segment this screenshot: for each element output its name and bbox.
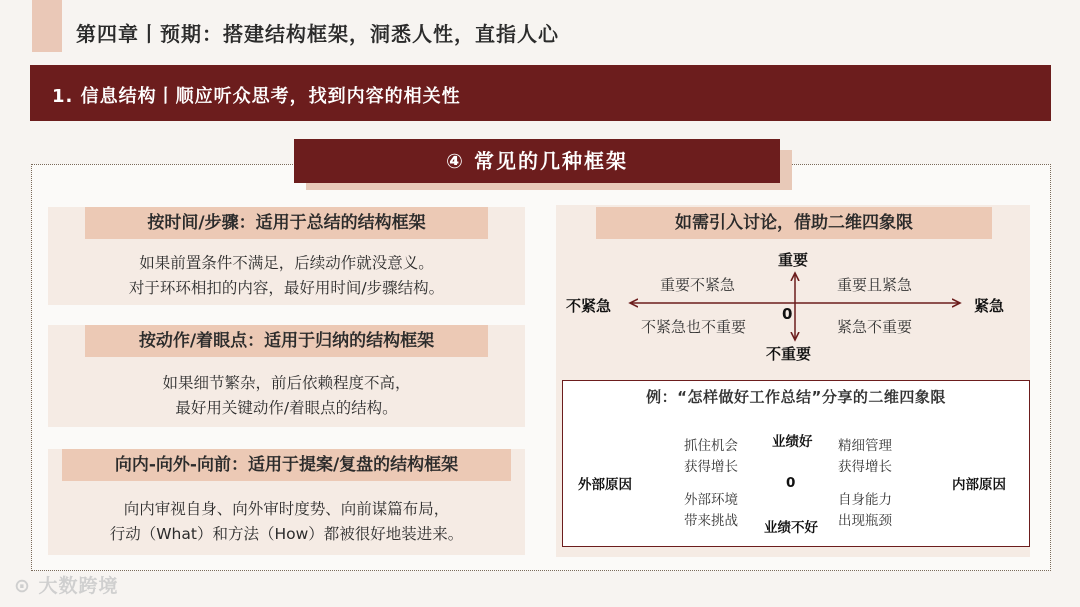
quadrant-line: 外部环境 — [684, 492, 738, 508]
example-axis-left: 外部原因 — [578, 477, 632, 493]
chapter-title: 第四章丨预期：搭建结构框架，洞悉人性，直指人心 — [76, 22, 559, 46]
quadrant-line: 自身能力 — [838, 492, 892, 508]
logo-icon: ⊙ — [14, 575, 31, 597]
quadrant-line: 出现瓶颈 — [838, 513, 892, 529]
section-title: 1. 信息结构丨顺应听众思考，找到内容的相关性 — [52, 86, 461, 107]
example-quadrant-top-left — [684, 436, 738, 478]
quadrant-top-right: 重要且紧急 — [837, 276, 913, 294]
quadrant-bottom-right: 紧急不重要 — [837, 318, 913, 336]
card-line: 如果细节繁杂，前后依赖程度不高， — [162, 374, 411, 392]
example-quadrant-bottom-left — [684, 490, 738, 532]
example-axis-right: 内部原因 — [952, 477, 1006, 493]
origin-label: 0 — [782, 305, 793, 323]
axis-label-left: 不紧急 — [566, 297, 612, 315]
watermark-logo — [14, 571, 119, 598]
axis-label-bottom: 不重要 — [766, 345, 812, 363]
quadrant-title: 如需引入讨论，借助二维四象限 — [596, 207, 992, 239]
example-quadrant-bottom-right — [838, 490, 892, 532]
card-title: 按时间/步骤：适用于总结的结构框架 — [85, 207, 488, 239]
example-title: 例：“怎样做好工作总结”分享的二维四象限 — [646, 388, 946, 406]
axis-label-right: 紧急 — [974, 297, 1005, 315]
card-line: 如果前置条件不满足，后续动作就没意义。 — [139, 254, 434, 272]
example-axis-top: 业绩好 — [772, 434, 813, 450]
quadrant-line: 获得增长 — [684, 459, 738, 475]
quadrant-line: 带来挑战 — [684, 513, 738, 529]
card-title: 向内-向外-向前：适用于提案/复盘的结构框架 — [62, 449, 511, 481]
example-axis-bottom: 业绩不好 — [764, 520, 818, 536]
quadrant-line: 获得增长 — [838, 459, 892, 475]
axis-label-top: 重要 — [778, 251, 809, 269]
card-title: 按动作/着眼点：适用于归纳的结构框架 — [85, 325, 488, 357]
example-origin-label: 0 — [786, 475, 796, 491]
quadrant-bottom-left: 不紧急也不重要 — [641, 318, 747, 336]
subtitle-banner: ④ 常见的几种框架 — [294, 139, 780, 183]
quadrant-line: 精细管理 — [838, 438, 892, 454]
quadrant-top-left: 重要不紧急 — [660, 276, 736, 294]
quadrant-line: 抓住机会 — [684, 438, 738, 454]
watermark-text: 大数跨境 — [38, 575, 119, 597]
card-line: 行动（What）和方法（How）都被很好地装进来。 — [109, 525, 464, 543]
example-quadrant-top-right — [838, 436, 892, 478]
card-line: 向内审视自身、向外审时度势、向前谋篇布局， — [123, 500, 450, 518]
card-line: 最好用关键动作/着眼点的结构。 — [175, 399, 398, 417]
card-line: 对于环环相扣的内容，最好用时间/步骤结构。 — [128, 279, 445, 297]
